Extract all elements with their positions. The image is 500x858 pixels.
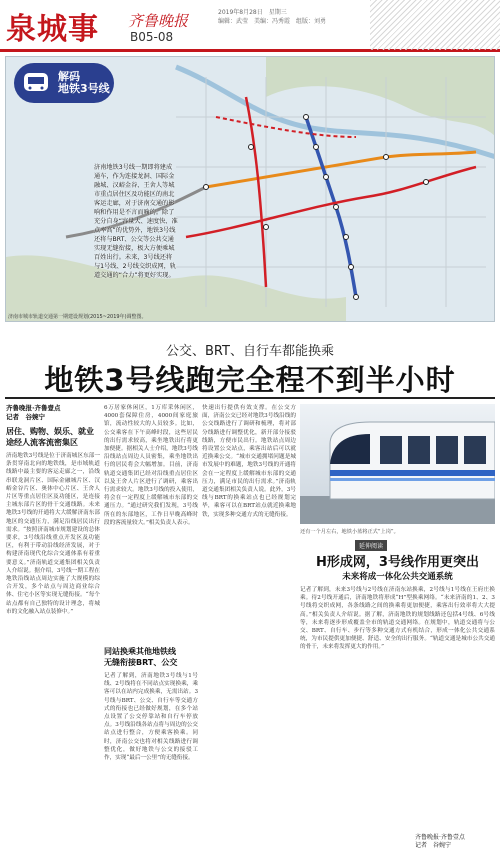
- article-kicker: 公交、BRT、自行车都能换乘: [166, 344, 334, 359]
- extended-subheadline: 未来将成一体化公共交通系统: [342, 572, 453, 582]
- subheading-1-line1: 居住、购物、娱乐、就业: [6, 427, 94, 436]
- subheading-1-line2: 途经人流客流密集区: [6, 438, 78, 447]
- metro-line-2: [206, 152, 476, 187]
- subheading-1: [6, 426, 100, 448]
- extended-headline: H形成网，3号线作用更突出: [316, 555, 479, 570]
- article-column-3: 快速出行提供有效支撑。在公交方面，济南公交已经对地铁3号线沿线的公交线路进行了调研和梳理，将对部分线路进行调整优化，新开部分接驳线路，方便市民出行。地铁站点周边将设置公交站点，乘客出站后可以就近换乘公交。“城市交通拥堵问题是城市发展中的难题，地铁3号线的开通将会在一定程度上缓解城市东部的交通压力，满足市民的出行需求。”济南轨道交通集团相关负责人说。此外，3号线与BRT的换乘站点也已经规划完毕，乘客可以在BRT站点就近换乘地铁，实现多种交通方式的无缝衔接。: [202, 405, 296, 518]
- page-meta-editors: 编辑：武莹 美编：冯秀霞 组版：刘勇: [218, 18, 327, 25]
- map-badge: [14, 63, 114, 103]
- byline-reporter: 记者 谷婉宁: [6, 413, 45, 421]
- header-decoration: [370, 0, 500, 50]
- extended-byline-reporter: 记者 谷婉宁: [415, 842, 452, 849]
- section-title: 泉城事: [6, 12, 99, 47]
- train-photo: [300, 404, 495, 524]
- page-meta: [218, 8, 326, 26]
- article-column-1: 济南地铁3号线是位于济南城区东部一条贯穿南北向的地铁线，是市域轨道线路中最主要的客运走廊之一，沿线串联龙洞片区、国际金融城片区、汉峪金谷片区、奥体中心片区、王舍人片区等重点居住区及功能区，是连接主城东部片区的骨干交通线路。未来地铁3号线的开通将大大缓解济南东部地区的交通压力，满足沿线居民出行需求。“按照济南城市规划建设的总体要求，3号线沿线重点开发区及功能区，有利于带动沿线经济发展，对于构建济南现代化综合交通体系有着重要意义。”济南轨道交通集团相关负责人介绍说。据介绍，3号线一期工程在地铁沿线站点周边实施了大规模的综合开发，多个站点与周边商业综合体、住宅小区等实现无缝衔接。“每个站点都有自己独特的设计理念，将城市的文化融入站点装修中。”: [6, 453, 100, 615]
- train-icon: [16, 63, 56, 103]
- map-badge-text: [58, 71, 110, 95]
- map-caption: 济南市城市轨道交通第一期建设规划(2015~2019年)调整图。: [8, 314, 147, 320]
- article-column-2b: 记者了解到，济南地铁3号线与1号线、2号线将在不同站点实现换乘，乘客可以在站内完成换乘，无需出站。3号线与BRT、公交、自行车等交通方式的衔接也已经做好规划，在多个站点设置了公交停靠站和自行车停放点。3号线沿线各站点将与周边的公交站点进行整合，方便乘客换乘。同时，济南公交也将对相关线路进行调整优化，做好地铁与公交的接驳工作，实现“最后一公里”的无缝衔接。: [104, 673, 198, 762]
- subheading-2-line2: 无缝衔接BRT、公交: [104, 658, 178, 667]
- metro-map: [5, 56, 495, 322]
- extended-byline: [415, 834, 465, 850]
- newspaper-logo: 齐鲁晚报: [128, 12, 189, 30]
- extended-reading-tag: 延伸阅读: [355, 540, 387, 551]
- map-badge-line1: 解码: [58, 70, 80, 83]
- planned-line: [246, 97, 266, 287]
- byline-source: 齐鲁晚报·齐鲁壹点: [6, 404, 61, 412]
- extended-body: 记者了解到，未来3号线与2号线在济南东站换乘，2号线与1号线在王府庄换乘。待2号线开通后，济南地铁将形成“H”型换乘网络。“未来济南的1、2、3号线将交织成网，各条线路之间的换乘将更加便捷，乘客出行效率将大大提高。”相关负责人介绍说。据了解，济南地铁的规划线路还包括4号线、6号线等，未来将逐步形成覆盖全市的轨道交通网络。在规划中，轨道交通将与公交、BRT、自行车、步行等多种交通方式有机结合，形成一体化公共交通系统，为市民提供更加便捷、舒适、安全的出行服务。“轨道交通是城市公共交通的骨干，未来将发挥更大的作用。”: [300, 587, 495, 651]
- train-photo-caption: 还有一个月左右，地铁小蓝将正式“上岗”。: [300, 529, 399, 535]
- map-explainer-text: 济南地铁3号线一期即将建成通车，作为连接龙洞、国际金融城、汉峪金谷、王舍人等城市重点居住区及功能区的南北客运走廊，对于济南交通的影响和作用是不言而喻的。除了充分自身“容量大、速度快、准点率高”的优势外，地铁3号线还将与BRT、公交等公共交通实现无缝衔接，极大方便乘城百姓出行。未来，3号线还将与1号线、2号线交织成网，轨道交通的“合力”将更好实现。: [94, 164, 178, 279]
- train-illustration: [300, 404, 495, 524]
- headline-divider: [5, 397, 495, 399]
- planned-line: [186, 167, 476, 237]
- page-header: [0, 0, 500, 52]
- subheading-2: [104, 646, 198, 668]
- article-byline: [6, 404, 96, 422]
- article-column-2: 6万居家休闲区，1万库采休闲区，4000套保障住房，4000间家庭旅馆，流动性较大的人员较多。比如，公交乘客在下午高峰时段，这些居民的出行需求较高，乘坐地铁出行将更加便捷。据相关人士介绍，地铁3号线沿线站点周边人员密集，乘坐地铁出行的居民将会大幅增加。目前，济南轨道交通集团已经对沿线重点居住区以及王舍人片区进行了调研，乘客出行需求较大。地铁3号线的投入使用，将会在一定程度上缓解城市东部的交通压力。“通过研究我们发现，3号线所在的东部地区，工作日早晚高峰时段的客流量较大。”相关负责人表示。: [104, 405, 198, 526]
- page-meta-date: 2019年8月28日 星期三: [218, 9, 287, 16]
- subheading-2-line1: 同站换乘其他地铁线: [104, 647, 176, 656]
- article-headline: 地铁3号线跑完全程不到半小时: [44, 363, 456, 397]
- map-badge-line2: 地铁3号线: [58, 82, 110, 95]
- page-code: B05-08: [130, 30, 174, 44]
- extended-byline-source: 齐鲁晚报·齐鲁壹点: [415, 834, 465, 841]
